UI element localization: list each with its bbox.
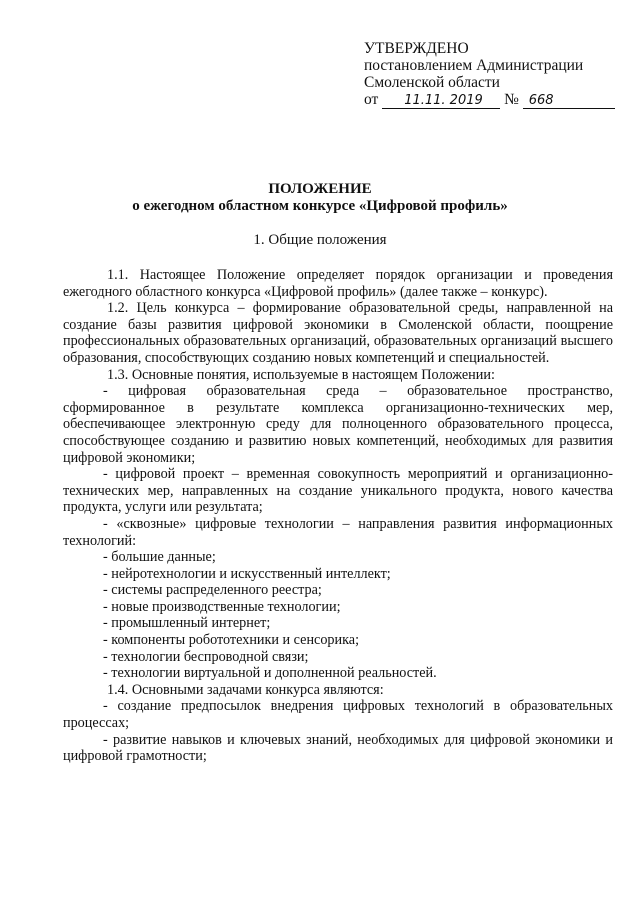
approval-number: 668 (523, 94, 615, 109)
paragraph-1-3: 1.3. Основные понятия, используемые в настоящем Положении: (107, 366, 495, 383)
approval-date-number (364, 91, 614, 109)
task-digital-tech: - создание предпосылок внедрения цифровых технологий в образовательных процессах; (63, 698, 613, 732)
approval-region: Смоленской области (364, 74, 500, 91)
approval-date: 11.11. 2019 (382, 94, 500, 109)
section-heading: 1. Общие положения (253, 232, 387, 248)
document-title: ПОЛОЖЕНИЕ (268, 181, 372, 197)
number-prefix: № (504, 91, 519, 108)
list-item: - технологии беспроводной связи; (103, 648, 309, 665)
task-skills: - развитие навыков и ключевых знаний, необходимых для цифровой экономики и цифровой грамотности; (63, 731, 613, 765)
definition-end-to-end-tech: - «сквозные» цифровые технологии – направления развития информационных технологий: (63, 515, 613, 549)
document-body (63, 267, 613, 765)
list-item: - компоненты робототехники и сенсорика; (103, 632, 360, 649)
definition-digital-environment: - цифровая образовательная среда – образовательное пространство, сформированное в результате комплекса организационно-технических мер, обеспечивающее электронную среду для полноценного образовательного процесса, способствующее созданию и развитию новых компетенций, необходимых для развития цифровой экономики; (63, 383, 613, 466)
paragraph-1-2: 1.2. Цель конкурса – формирование образовательной среды, направленной на создание базы развития цифровой экономики в Смоленской области, поощрение профессиональных образовательных организаций, образовательных организаций высшего образования, способствующих созданию новых компетенций и специальностей. (63, 300, 613, 366)
list-item: - промышленный интернет; (103, 615, 271, 632)
list-item: - системы распределенного реестра; (103, 582, 322, 599)
approval-stamp (364, 40, 614, 109)
definition-digital-project: - цифровой проект – временная совокупность мероприятий и организационно-технических мер, направленных на создание уникального продукта, нового качества продукта, услуги или результата; (63, 466, 613, 516)
list-item: - технологии виртуальной и дополненной реальностей. (103, 665, 437, 682)
list-item: - новые производственные технологии; (103, 598, 341, 615)
approval-issuer: постановлением Администрации (364, 57, 584, 74)
paragraph-1-1: 1.1. Настоящее Положение определяет порядок организации и проведения ежегодного областного конкурса «Цифровой профиль» (далее также – конкурс). (63, 267, 613, 300)
paragraph-1-4: 1.4. Основными задачами конкурса являются: (107, 681, 384, 698)
list-item: - нейротехнологии и искусственный интеллект; (103, 565, 391, 582)
document-subtitle: о ежегодном областном конкурсе «Цифровой профиль» (132, 198, 508, 214)
date-prefix: от (364, 91, 379, 108)
approval-heading: УТВЕРЖДЕНО (364, 40, 469, 57)
list-item: - большие данные; (103, 549, 216, 566)
